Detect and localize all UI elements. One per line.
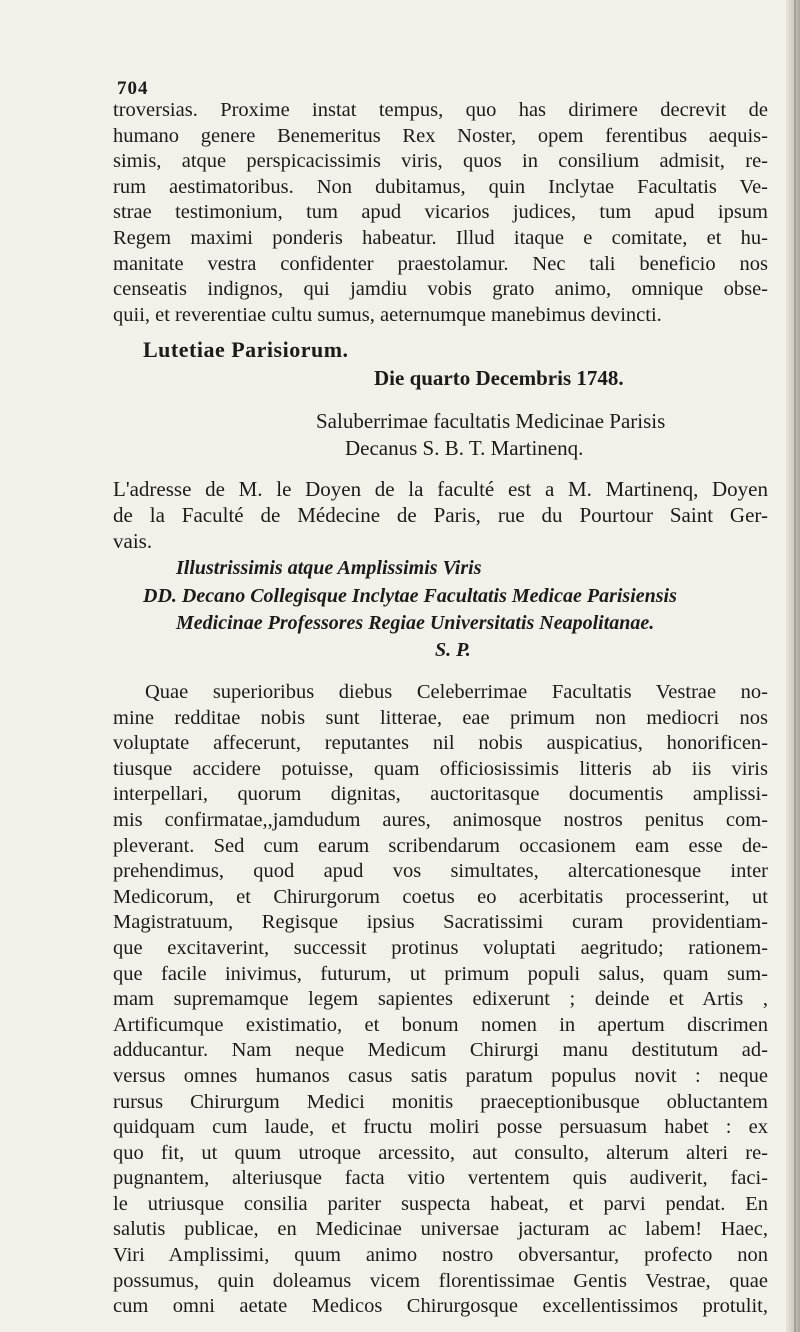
text-line: Regem maximi ponderis habeatur. Illud itaque e comitate, et hu- — [113, 226, 768, 249]
text-line: troversias. Proxime instat tempus, quo has dirimere decrevit de — [113, 99, 768, 121]
text-line: cum omni aetate Medicos Chirurgosque excellentissimos protulit, — [113, 1295, 768, 1318]
text-line: Artificumque existimatio, et bonum nomen in apertum discrimen — [113, 1013, 768, 1036]
text-line: voluptate affecerunt, reputantes nil nobis auspicatius, honorificen- — [113, 732, 768, 755]
text-line: Magistratuum, Regisque ipsius Sacratissimi curam providentiam- — [113, 911, 768, 934]
letter-paragraph-1 — [113, 98, 768, 328]
text-line: quii, et reverentiae cultu sumus, aeternumque manebimus devincti. — [113, 303, 662, 326]
text-line: salutis publicae, en Medicinae universae jacturam ac labem! Haec, — [113, 1218, 768, 1241]
text-line: de la Faculté de Médecine de Paris, rue du Pourtour Saint Ger- — [113, 503, 768, 527]
text-line: vais. — [113, 529, 153, 553]
text-line: pleverant. Sed cum earum scribendarum occasionem eam esse de- — [113, 834, 768, 857]
text-line: strae testimonium, tum apud vicarios judices, tum apud ipsum — [113, 201, 768, 224]
text-line: simis, atque perspicacissimis viris, quos in consilium admisit, re- — [113, 150, 768, 173]
inscription-salutation: S. P. — [435, 639, 471, 661]
text-line: prehendimus, quod apud vos simultates, altercationesque inter — [113, 860, 768, 883]
text-line: mam supremamque legem sapientes edixerunt ; deinde et Artis , — [113, 988, 768, 1011]
text-line: versus omnes humanos casus satis paratum populus novit : neque — [113, 1064, 768, 1087]
place-line: Lutetiae Parisiorum. — [143, 337, 349, 362]
text-line: possumus, quin doleamus vicem florentissimae Gentis Vestrae, quae — [113, 1269, 768, 1292]
inscription-line-3: Medicinae Professores Regiae Universitatis Neapolitanae. — [176, 612, 655, 634]
page-edge-shadow — [786, 0, 800, 1332]
text-line: adducantur. Nam neque Medicum Chirurgi manu destitutum ad- — [113, 1039, 768, 1062]
text-line: rum aestimatoribus. Non dubitamus, quin Inclytae Facultatis Ve- — [113, 175, 768, 198]
text-line: rursus Chirurgum Medici monitis praeceptionibusque obluctantem — [113, 1090, 768, 1113]
inscription-line-2: DD. Decano Collegisque Inclytae Facultatis Medicae Parisiensis — [143, 585, 677, 607]
text-line: que facile inivimus, futurum, ut primum populi salus, quam sum- — [113, 962, 768, 985]
text-line: tiusque accidere potuisse, quam officiosissimis litteris ab iis viris — [113, 757, 768, 780]
signature-title: Saluberrimae facultatis Medicinae Parisis — [316, 409, 666, 433]
text-line: quidquam cum laude, et fructu moliri posse persuasum habet : ex — [113, 1116, 768, 1139]
signature-name: Decanus S. B. T. Martinenq. — [345, 436, 584, 460]
inscription-line-1: Illustrissimis atque Amplissimis Viris — [176, 557, 482, 579]
text-line: Viri Amplissimi, quum animo nostro obversantur, profecto non — [113, 1244, 768, 1267]
text-line: quo fit, ut quum utroque arcessito, aut consulto, alterum alteri re- — [113, 1141, 768, 1164]
address-note — [113, 476, 768, 554]
text-line: interpellari, quorum dignitas, auctoritasque documentis amplissi- — [113, 783, 768, 806]
text-line: le utriusque consilia pariter suspecta habeat, et parvi pendat. En — [113, 1192, 768, 1215]
text-line: humano genere Benemeritus Rex Noster, opem ferentibus aequis- — [113, 124, 768, 147]
text-line: Quae superioribus diebus Celeberrimae Facultatis Vestrae no- — [145, 681, 768, 703]
page-number: 704 — [117, 78, 149, 99]
text-line: Medicorum, et Chirurgorum coetus eo acerbitatis processerint, ut — [113, 885, 768, 908]
text-line: pugnantem, alteriusque facta vitio vertentem quis audiverit, faci- — [113, 1167, 768, 1190]
date-line: Die quarto Decembris 1748. — [374, 366, 624, 390]
text-line: manitate vestra confidenter praestolamur. Nec tali beneficio nos — [113, 252, 768, 275]
text-line: L'adresse de M. le Doyen de la faculté est a M. Martinenq, Doyen — [113, 477, 768, 501]
text-line: mis confirmatae,,jamdudum aures, animosque nostros penitus com- — [113, 808, 768, 831]
letter-paragraph-2 — [113, 680, 768, 1320]
text-line: mine redditae nobis sunt litterae, eae primum non mediocri nos — [113, 706, 768, 729]
text-line: que excitaverint, successit protinus voluptati aegritudo; rationem- — [113, 936, 768, 959]
text-line: censeatis indignos, qui jamdiu vobis grato animo, omnique obse- — [113, 278, 768, 301]
